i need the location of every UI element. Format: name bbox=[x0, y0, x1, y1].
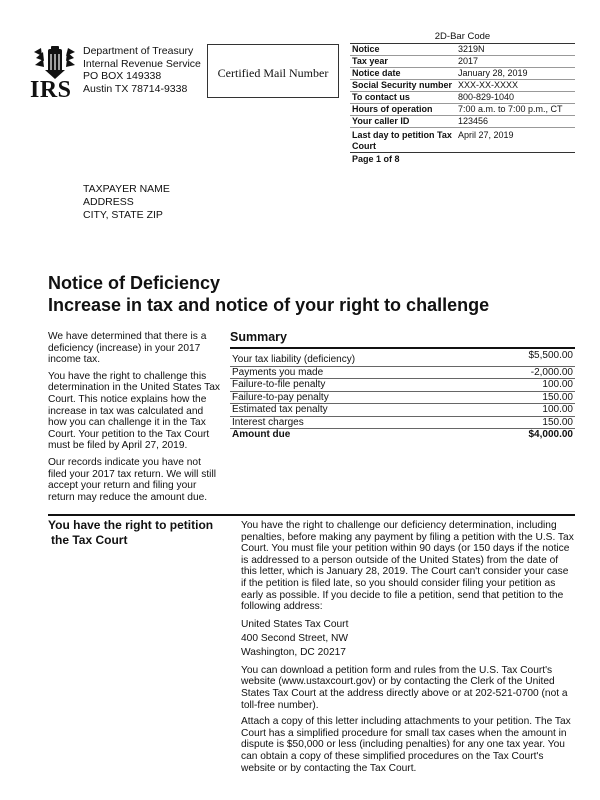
agency-address bbox=[83, 45, 201, 95]
summary-value: 100.00 bbox=[480, 404, 575, 417]
agency-division: Internal Revenue Service bbox=[83, 57, 201, 70]
info-value: January 28, 2019 bbox=[456, 68, 575, 80]
court-name: United States Tax Court bbox=[241, 618, 349, 630]
taxpayer-street: ADDRESS bbox=[83, 196, 134, 208]
info-label: Last day to petition Tax Court bbox=[352, 130, 452, 151]
info-value: 7:00 a.m. to 7:00 p.m., CT bbox=[456, 104, 575, 116]
summary-total-value: $4,000.00 bbox=[528, 429, 573, 440]
petition-paragraph: You can download a petition form and rules from the U.S. Tax Court's website (www.ustaxcourt.gov) or by contacting the Clerk of the United States Tax Court at the address directly above or at 202-521-0700 (not a toll-free number). bbox=[241, 664, 568, 711]
info-value: XXX-XX-XXXX bbox=[456, 80, 575, 92]
info-row-notice-date bbox=[350, 68, 575, 80]
page-title bbox=[48, 272, 489, 316]
summary-value: $5,500.00 bbox=[480, 350, 575, 366]
info-label: Hours of operation bbox=[350, 104, 456, 116]
summary-label: Failure-to-pay penalty bbox=[230, 391, 480, 404]
notice-info-table bbox=[350, 44, 575, 152]
agency-po-box: PO BOX 149338 bbox=[83, 70, 162, 82]
page-indicator: Page 1 of 8 bbox=[352, 154, 400, 164]
info-label: Notice bbox=[350, 44, 456, 56]
intro-paragraph: We have determined that there is a deficiency (increase) in your 2017 income tax. bbox=[48, 331, 207, 366]
tax-court-address bbox=[241, 618, 575, 660]
summary-row bbox=[230, 391, 575, 404]
taxpayer-city: CITY, STATE ZIP bbox=[83, 209, 163, 221]
summary-label: Estimated tax penalty bbox=[230, 404, 480, 417]
summary-label: Your tax liability (deficiency) bbox=[230, 350, 480, 366]
summary-row bbox=[230, 379, 575, 392]
info-value: 2017 bbox=[456, 56, 575, 68]
info-label: To contact us bbox=[350, 92, 456, 104]
summary-value: 150.00 bbox=[480, 391, 575, 404]
petition-heading bbox=[48, 518, 228, 548]
summary-total-row bbox=[230, 429, 575, 441]
agency-city: Austin TX 78714-9338 bbox=[83, 82, 188, 95]
info-label: Social Security number bbox=[350, 80, 456, 92]
taxpayer-name: TAXPAYER NAME bbox=[83, 183, 170, 195]
info-label: Your caller ID bbox=[350, 116, 456, 128]
info-row-caller-id bbox=[350, 116, 575, 128]
certified-mail-box bbox=[207, 44, 339, 98]
info-row-tax-year bbox=[350, 56, 575, 68]
intro-paragraph: You have the right to challenge this determination in the United States Tax Court. This notice explains how the increase in tax was calculated and how you can challenge it in the Tax Court. Your petition to the Tax Court must be filed by April 27, 2019. bbox=[48, 370, 220, 452]
info-value: April 27, 2019 bbox=[458, 130, 514, 140]
summary-row bbox=[230, 416, 575, 429]
irs-logo-text: IRS bbox=[30, 77, 72, 103]
summary-row bbox=[230, 350, 575, 366]
summary-value: 150.00 bbox=[480, 416, 575, 429]
info-row-hours bbox=[350, 104, 575, 116]
info-row-contact bbox=[350, 92, 575, 104]
petition-heading-line-1: You have the right to petition bbox=[48, 518, 214, 532]
summary-row bbox=[230, 366, 575, 379]
summary-title: Summary bbox=[230, 330, 287, 344]
summary-label: Interest charges bbox=[230, 416, 480, 429]
summary-total-label: Amount due bbox=[232, 429, 291, 440]
info-row-last-day bbox=[350, 128, 575, 153]
info-bottom-rule bbox=[350, 152, 575, 153]
summary-label: Failure-to-file penalty bbox=[230, 379, 480, 392]
info-label: Notice date bbox=[350, 68, 456, 80]
summary-label: Payments you made bbox=[230, 366, 480, 379]
barcode-label: 2D-Bar Code bbox=[434, 31, 491, 42]
summary-row bbox=[230, 404, 575, 417]
info-value: 800-829-1040 bbox=[456, 92, 575, 104]
petition-paragraph: Attach a copy of this letter including attachments to your petition. The Tax Court has a simplified procedure for small tax cases when the amount in dispute is $50,000 or less (including penalties) for any one tax year. You can obtain a copy of these simplified procedures on the Tax Court's website or by contacting the Tax Court. bbox=[241, 716, 571, 774]
info-row-ssn bbox=[350, 80, 575, 92]
info-row-notice bbox=[350, 44, 575, 56]
title-line-1: Notice of Deficiency bbox=[48, 273, 221, 293]
court-city: Washington, DC 20217 bbox=[241, 646, 346, 658]
petition-heading-line-2: the Tax Court bbox=[51, 533, 128, 547]
intro-text bbox=[48, 331, 220, 508]
recipient-address bbox=[83, 183, 170, 222]
section-rule bbox=[48, 514, 575, 516]
summary-table bbox=[230, 350, 575, 441]
certified-mail-label: Certified Mail Number bbox=[217, 66, 329, 80]
title-line-2: Increase in tax and notice of your right to challenge bbox=[48, 295, 490, 315]
court-street: 400 Second Street, NW bbox=[241, 632, 349, 644]
intro-paragraph: Our records indicate you have not filed your 2017 tax return. We will still accept your return and filing your return may reduce the amount due. bbox=[48, 456, 216, 503]
info-value: 3219N bbox=[456, 44, 575, 56]
info-label: Tax year bbox=[350, 56, 456, 68]
summary-value: -2,000.00 bbox=[480, 366, 575, 379]
agency-name: Department of Treasury bbox=[83, 45, 194, 57]
petition-paragraph: You have the right to challenge our deficiency determination, including penalties, before making any payment by filing a petition with the U.S. Tax Court. You must file your petition within 90 days (or 150 days if the notice is addressed to a person outside of the United States) from the date of this letter, which is January 28, 2019. The Court can't consider your case if the petition is filed late, so you should consider filing your petition as early as possible. If you decide to file a petition, send that petition to the following address: bbox=[241, 520, 574, 613]
summary-rule bbox=[230, 347, 575, 349]
summary-value: 100.00 bbox=[480, 379, 575, 392]
petition-body bbox=[241, 520, 575, 779]
info-value: 123456 bbox=[456, 116, 575, 128]
